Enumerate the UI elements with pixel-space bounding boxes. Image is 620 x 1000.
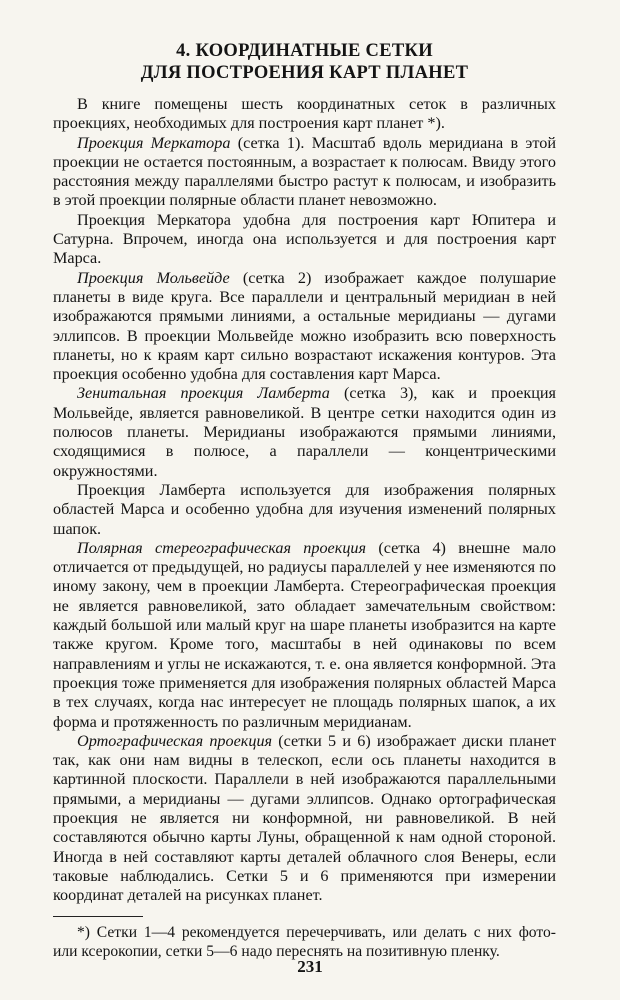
italic-term: Полярная стереографическая проекция [77, 538, 367, 557]
main-text [53, 95, 556, 905]
heading-line-1: 4. КООРДИНАТНЫЕ СЕТКИ [176, 41, 433, 61]
italic-term: Проекция Меркатора [77, 133, 231, 152]
paragraph: Проекция Меркатора (сетка 1). Масштаб вдоль меридиана в этой проекции не остается постоянным, а возрастает к полюсам. Ввиду этого расстояния между параллелями быстро растут к полюсам, и изобразить в этой проекции полярные области планет невозможно. [53, 133, 556, 210]
paragraph: Проекция Ламберта используется для изображения полярных областей Марса и особенно удобна для изучения изменений полярных шапок. [53, 480, 556, 538]
paragraph: В книге помещены шесть координатных сеток в различных проекциях, необходимых для построения карт планет *). [53, 95, 556, 133]
paragraph: Полярная стереографическая проекция (сетка 4) внешне мало отличается от предыдущей, но радиусы параллелей у нее изменяются по иному закону, чем в проекции Ламберта. Стереографическая проекция не является равновеликой, зато обладает замечательным свойством: каждый большой или малый круг на шаре планеты изобразится на карте также кругом. Кроме того, масштабы в ней одинаковы по всем направлениям и углы не искажаются, т. е. она является конформной. Эта проекция тоже применяется для изображения полярных областей Марса в тех случаях, когда нас интересует не площадь полярных шапок, а их форма и протяженность по различным меридианам. [53, 538, 556, 731]
footnote-divider [53, 916, 143, 917]
italic-term: Ортографическая проекция [77, 731, 273, 750]
page-number: 231 [297, 957, 323, 976]
heading-line-2: ДЛЯ ПОСТРОЕНИЯ КАРТ ПЛАНЕТ [140, 63, 469, 83]
section-heading [53, 40, 556, 84]
paragraph: Ортографическая проекция (сетки 5 и 6) изображает диски планет так, как они нам видны в телескоп, если ось планеты находится в картинной плоскости. Параллели в ней изображаются параллельными прямыми, а меридианы — дугами эллипсов. Однако ортографическая проекция не является ни конформной, ни равновеликой. В ней составляются обычно карты Луны, обращенной к нам одной стороной. Иногда в ней составляют карты деталей облачного слоя Венеры, если таковые наблюдались. Сетки 5 и 6 применяются при измерении координат деталей на рисунках планет. [53, 731, 556, 905]
italic-term: Зенитальная проекция Ламберта [77, 384, 330, 403]
footnote-text: *) Сетки 1—4 рекомендуется перечерчивать, или делать с них фото- или ксерокопии, сетки 5—6 надо переснять на позитивную пленку. [53, 924, 556, 961]
paragraph: Проекция Меркатора удобна для построения карт Юпитера и Сатурна. Впрочем, иногда она используется и для построения карт Марса. [53, 210, 556, 268]
footnote [53, 923, 556, 961]
paragraph: Проекция Мольвейде (сетка 2) изображает каждое полушарие планеты в виде круга. Все параллели и центральный меридиан в ней изображаются прямыми линиями, а остальные меридианы — дугами эллипсов. В проекции Мольвейде можно изобразить всю поверхность планеты, но к краям карт сильно возрастают искажения контуров. Эта проекция особенно удобна для составления карт Марса. [53, 268, 557, 384]
italic-term: Проекция Мольвейде [77, 268, 230, 287]
paragraph: Зенитальная проекция Ламберта (сетка 3), как и проекция Мольвейде, является равновеликой. В центре сетки находится один из полюсов планеты. Меридианы изображаются прямыми линиями, сходящимися в полюсе, а параллели — концентрическими окружностями. [53, 384, 556, 480]
